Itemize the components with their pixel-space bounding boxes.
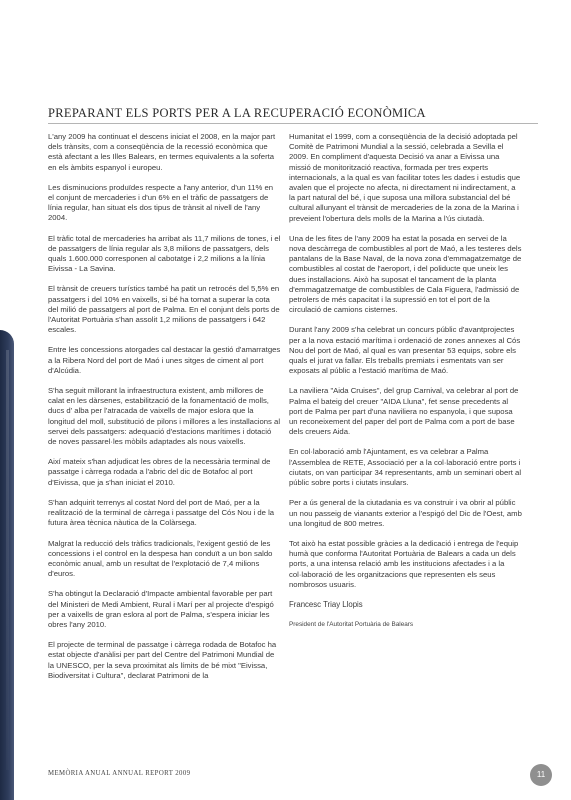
body-paragraph: Entre les concessions atorgades cal destacar la gestió d'amarratges a la Ribera Nord del port de Maó i unes sitges de ciment al port d'Alcúdia. xyxy=(48,345,281,375)
body-paragraph: S'han adquirit terrenys al costat Nord del port de Maó, per a la realització de la terminal de càrrega i passatge del Cós Nou i de la futura àrea tècnica nàutica de la Colàrsega. xyxy=(48,497,275,528)
body-paragraph: Durant l'any 2009 s'ha celebrat un concurs públic d'avantprojectes per a la nova estació marítima i ordenació de zones annexes al Cós Nou del port de Maó, al qual es van presentar 53 equips, sobre els quals el jurat va fallar. Els treballs premiats i esmentats van ser exposats al públic a l'estació marítima de Maó. xyxy=(289,325,521,376)
signature-role: President de l'Autoritat Portuària de Balears xyxy=(289,621,414,629)
body-paragraph: S'ha seguit millorant la infraestructura existent, amb millores de calat en les dàrsenes, estabilització de la fonamentació de molls, ducs d' alba per l'atracada de vaixells de major eslora que la longitud del moll, substitució de pilons i millores a les installacions al servei dels passatgers: adequació d'estacions marítimes i dotació de noves passarel·les mòbils adaptades als nous vaixells. xyxy=(48,386,281,447)
signature-name: Francesc Triay Llopis xyxy=(289,599,363,609)
page-number-badge: 11 xyxy=(530,764,552,786)
body-paragraph: Humanitat el 1999, com a conseqüència de la decisió adoptada pel Comitè de Patrimoni Mundial a la sessió, celebrada a Sevilla el 2009. En compliment d'aquesta Decisió va anar a Eivissa una missió de monitorització reactiva, formada per tres experts internacionals, a la qual es van facilitar totes les dades i estudis que avalen que el projecte no afecta, ni directament ni indirectament, a la part natural del bé, i que suposa una millora substancial del bé cultural allunyant el trànsit de mercaderies de la zona de la Marina i preveient l'obertura dels molls de la Marina a l'ús ciutadà. xyxy=(289,132,521,223)
body-paragraph: Per a ús general de la ciutadania es va construir i va obrir al públic un nou passeig de vianants exterior a l'espigó del Dic de l'Oest, amb una longitud de 800 metres. xyxy=(289,498,522,528)
body-paragraph: El trànsit de creuers turístics també ha patit un retrocés del 5,5% en passatgers i del 10% en vaixells, si bé ha tornat a superar la cota del milió de passatgers al port de Palma. En el conjunt dels ports de l'Autoritat Portuària s'han assolit 1,2 milions de passatgers i 642 escales. xyxy=(48,284,280,335)
footer-label: MEMÒRIA ANUAL ANNUAL REPORT 2009 xyxy=(48,770,191,777)
body-paragraph: Malgrat la reducció dels tràfics tradicionals, l'exigent gestió de les concessions i el control en la despesa han conduït a un bon saldo econòmic anual, amb un resultat de l'explotació de 7,4 milions d'euros. xyxy=(48,538,273,579)
body-paragraph: El projecte de terminal de passatge i càrrega rodada de Botafoc ha estat objecte d'anàlisi per part del Centre del Patrimoni Mundial de la UNESCO, per la seva proximitat als límits de bé mixt "Eivissa, Biodiversitat i Cultura", declarat Patrimoni de la xyxy=(48,640,277,680)
photo-highlight xyxy=(6,350,9,770)
page-title: PREPARANT ELS PORTS PER A LA RECUPERACIÓ ECONÒMICA xyxy=(48,106,426,120)
body-paragraph: Així mateix s'han adjudicat les obres de la necessària terminal de passatge i càrrega rodada a l'abric del dic de Botafoc al port d'Eivissa, que ja s'han iniciat el 2010. xyxy=(48,457,271,487)
body-paragraph: En col·laboració amb l'Ajuntament, es va celebrar a Palma l'Assemblea de RETE, Associació per a la col·laboració entre ports i ciutats, on van participar 34 representants, amb un seminari obert al públic sobre ports i ciutats insulars. xyxy=(289,447,522,488)
body-paragraph: Tot això ha estat possible gràcies a la dedicació i entrega de l'equip humà que conforma l'Autoritat Portuària de Balears a cada un dels ports, a una intensa relació amb les institucions afectades i a la col·laboració de les organitzacions que representen els seus nombrosos usuaris. xyxy=(289,538,519,589)
body-paragraph: Les disminucions produïdes respecte a l'any anterior, d'un 11% en el conjunt de mercaderies i d'un 6% en el tràfic de passatgers de línia regular, han situat els dos tipus de trànsit al nivell de l'any 2004. xyxy=(48,182,274,223)
body-paragraph: S'ha obtingut la Declaració d'Impacte ambiental favorable per part del Ministeri de Medi Ambient, Rural i Marí per al projecte d'espigó per a vaixells de gran eslora al port de Palma, s'espera iniciar les obres l'any 2010. xyxy=(48,589,274,629)
right-column xyxy=(289,132,522,640)
body-paragraph: L'any 2009 ha continuat el descens iniciat el 2008, en la major part dels trànsits, com a conseqüència de la recessió econòmica que està afectant a les Illes Balears, en termes equivalents a la soferta en els àmbits espanyol i europeu. xyxy=(48,132,276,172)
body-paragraph: La naviliera "Aida Cruises", del grup Carnival, va celebrar al port de Palma el bateig del creuer "AIDA Lluna", fet sense precedents al port de Palma per part d'una naviliera no espanyola, i que suposa un reconeixement del paper del port de Palma com a port de base dels creuers Aida. xyxy=(289,386,519,437)
left-column xyxy=(48,132,281,691)
body-paragraph: Una de les fites de l'any 2009 ha estat la posada en servei de la nova descàrrega de combustibles al port de Maó, a les testeres dels pantalans de la Base Naval, de la nova zona d'emmagatzematge de combustibles al costat de l'aeroport, i del poliducte que uneix les dues installacions. Això ha suposat el tancament de la planta d'emmagatzematge de combustibles de Cala Figuera, l'admissió de petrolers de més capacitat i la supressió en tot el port de la circulació de camions cisternes. xyxy=(289,233,522,315)
title-divider xyxy=(48,123,538,124)
portrait-photo-edge xyxy=(0,330,14,800)
body-paragraph: El tràfic total de mercaderies ha arribat als 11,7 milions de tones, i el de passatgers de línia regular als 3,8 milions de passatgers, dels quals 1.600.000 corresponen al cabotatge i 2,2 milions a la línia Eivissa - La Savina. xyxy=(48,233,281,274)
